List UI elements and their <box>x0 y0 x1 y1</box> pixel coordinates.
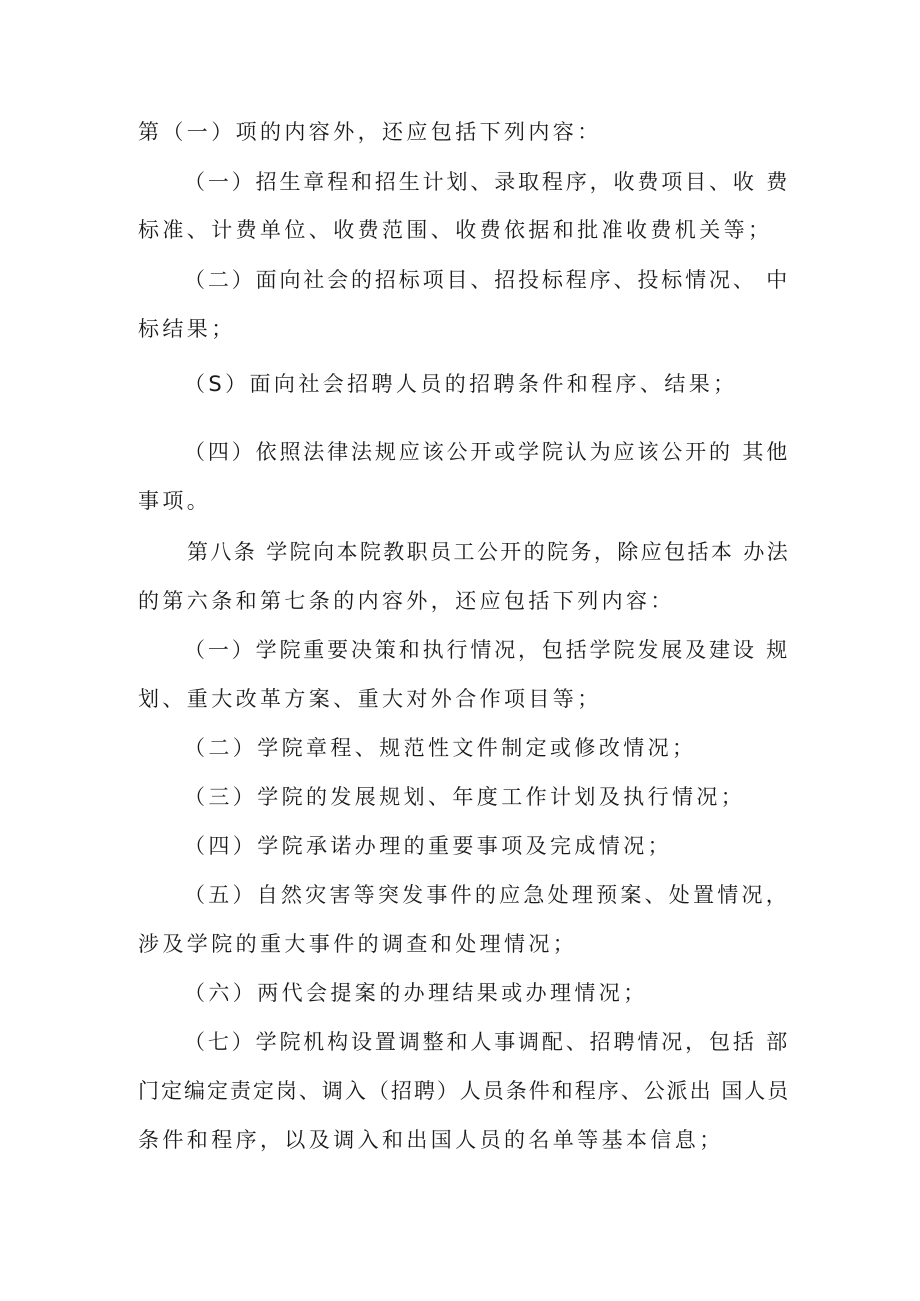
text-line: （二）面向社会的招标项目、招投标程序、投标情况、 中 <box>184 268 791 292</box>
text-line: 标准、计费单位、收费范围、收费依据和批准收费机关等； <box>138 218 773 242</box>
text-line: 第（一）项的内容外，还应包括下列内容： <box>138 120 602 144</box>
text-line: （四）依照法律法规应该公开或学院认为应该公开的 其他 <box>184 440 791 464</box>
text-line: （一）学院重要决策和执行情况，包括学院发展及建设 规 <box>184 638 791 662</box>
text-line: 事项。 <box>138 489 212 513</box>
text-line: （五）自然灾害等突发事件的应急处理预案、处置情况， <box>184 883 790 907</box>
text-line: （二）学院章程、规范性文件制定或修改情况； <box>184 736 697 760</box>
text-line: 第八条 学院向本院教职员工公开的院务，除应包括本 办法 <box>187 540 791 564</box>
text-line: （一）招生章程和招生计划、录取程序，收费项目、收 费 <box>184 170 791 194</box>
text-line: 条件和程序，以及调入和出国人员的名单等基本信息； <box>138 1128 724 1152</box>
text-line: 标结果； <box>138 317 236 341</box>
text-line: （三）学院的发展规划、年度工作计划及执行情况； <box>184 785 746 809</box>
text-line: （七）学院机构设置调整和人事调配、招聘情况，包括 部 <box>184 1030 791 1054</box>
text-line: 划、重大改革方案、重大对外合作项目等； <box>138 687 602 711</box>
text-line: 门定编定责定岗、调入（招聘）人员条件和程序、公派出 国人员 <box>138 1079 791 1103</box>
text-line: 涉及学院的重大事件的调查和处理情况； <box>138 932 578 956</box>
text-line: 的第六条和第七条的内容外，还应包括下列内容： <box>138 589 675 613</box>
text-line: （六）两代会提案的办理结果或办理情况； <box>184 981 648 1005</box>
text-line: （四）学院承诺办理的重要事项及完成情况； <box>184 834 672 858</box>
text-line: （S）面向社会招聘人员的招聘条件和程序、结果； <box>184 372 738 396</box>
